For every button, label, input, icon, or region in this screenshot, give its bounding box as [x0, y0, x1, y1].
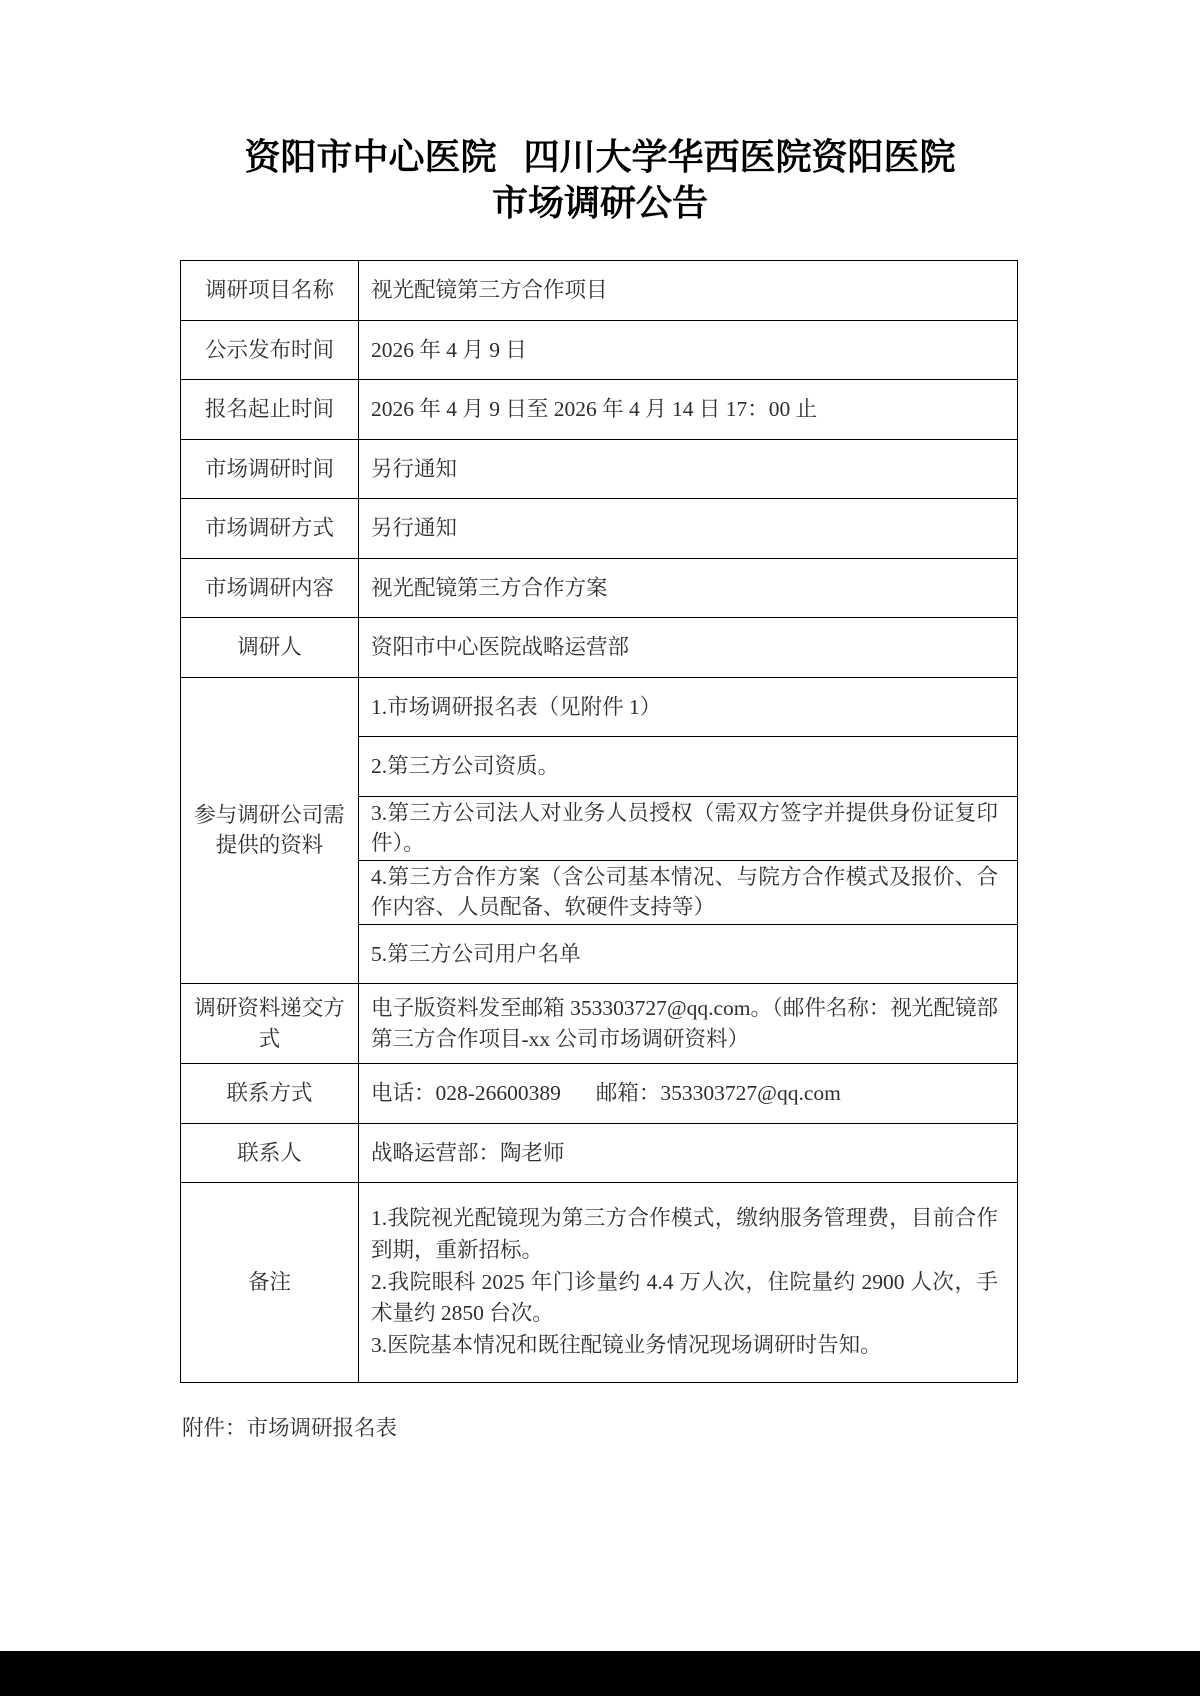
- table-row-remarks: [181, 1183, 1018, 1383]
- table-row-required-material-1: [181, 677, 1018, 737]
- table-row-publish-time: [181, 320, 1018, 380]
- project-name-value: 视光配镜第三方合作项目: [359, 261, 1018, 321]
- remark-item-1: 1.我院视光配镜现为第三方合作模式，缴纳服务管理费，目前合作到期，重新招标。: [371, 1206, 998, 1262]
- attachment-note: 附件：市场调研报名表: [182, 1416, 398, 1440]
- publish-time-label: 公示发布时间: [181, 320, 359, 380]
- remarks-label: 备注: [181, 1183, 359, 1383]
- required-materials-label: 参与调研公司需提供的资料: [181, 677, 359, 984]
- contact-info-value: [359, 1064, 1018, 1124]
- table-row-contact-info: [181, 1064, 1018, 1124]
- research-time-label: 市场调研时间: [181, 439, 359, 499]
- required-material-item-3: 3.第三方公司法人对业务人员授权（需双方签字并提供身份证复印件）。: [359, 796, 1018, 860]
- registration-period-label: 报名起止时间: [181, 380, 359, 440]
- remark-item-3: 3.医院基本情况和既往配镜业务情况现场调研时告知。: [371, 1333, 882, 1358]
- table-row-contact-person: [181, 1123, 1018, 1183]
- required-material-item-1: 1.市场调研报名表（见附件 1）: [359, 677, 1018, 737]
- research-content-label: 市场调研内容: [181, 558, 359, 618]
- table-row-research-method: [181, 499, 1018, 559]
- research-method-label: 市场调研方式: [181, 499, 359, 559]
- table-row-submission-method: [181, 984, 1018, 1064]
- research-method-value: 另行通知: [359, 499, 1018, 559]
- researcher-value: 资阳市中心医院战略运营部: [359, 618, 1018, 678]
- publish-time-value: 2026 年 4 月 9 日: [359, 320, 1018, 380]
- contact-person-label: 联系人: [181, 1123, 359, 1183]
- page-bottom-bar: [0, 1651, 1200, 1696]
- remarks-value: [359, 1183, 1018, 1383]
- required-material-item-4: 4.第三方合作方案（含公司基本情况、与院方合作模式及报价、合作内容、人员配备、软硬件支持等）: [359, 860, 1018, 924]
- table-row-registration-period: [181, 380, 1018, 440]
- required-material-item-5: 5.第三方公司用户名单: [359, 924, 1018, 984]
- research-content-value: 视光配镜第三方合作方案: [359, 558, 1018, 618]
- registration-period-value: 2026 年 4 月 9 日至 2026 年 4 月 14 日 17：00 止: [359, 380, 1018, 440]
- submission-method-value: 电子版资料发至邮箱 353303727@qq.com。（邮件名称：视光配镜部第三方合作项目-xx 公司市场调研资料）: [359, 984, 1018, 1064]
- table-row-project-name: [181, 261, 1018, 321]
- contact-phone: 电话：028-26600389: [371, 1081, 561, 1105]
- document-title: [0, 134, 1200, 226]
- researcher-label: 调研人: [181, 618, 359, 678]
- contact-person-value: 战略运营部：陶老师: [359, 1123, 1018, 1183]
- table-row-research-content: [181, 558, 1018, 618]
- contact-email: 邮箱：353303727@qq.com: [595, 1081, 841, 1105]
- market-research-info-table: [180, 260, 1018, 1383]
- submission-method-label: 调研资料递交方式: [181, 984, 359, 1064]
- project-name-label: 调研项目名称: [181, 261, 359, 321]
- title-hospital-names: 资阳市中心医院 四川大学华西医院资阳医院: [244, 137, 956, 177]
- research-time-value: 另行通知: [359, 439, 1018, 499]
- title-announcement-name: 市场调研公告: [491, 183, 708, 223]
- contact-info-label: 联系方式: [181, 1064, 359, 1124]
- table-row-researcher: [181, 618, 1018, 678]
- table-row-research-time: [181, 439, 1018, 499]
- remark-item-2: 2.我院眼科 2025 年门诊量约 4.4 万人次，住院量约 2900 人次，手术量约 2850 台次。: [371, 1269, 998, 1326]
- required-material-item-2: 2.第三方公司资质。: [359, 737, 1018, 797]
